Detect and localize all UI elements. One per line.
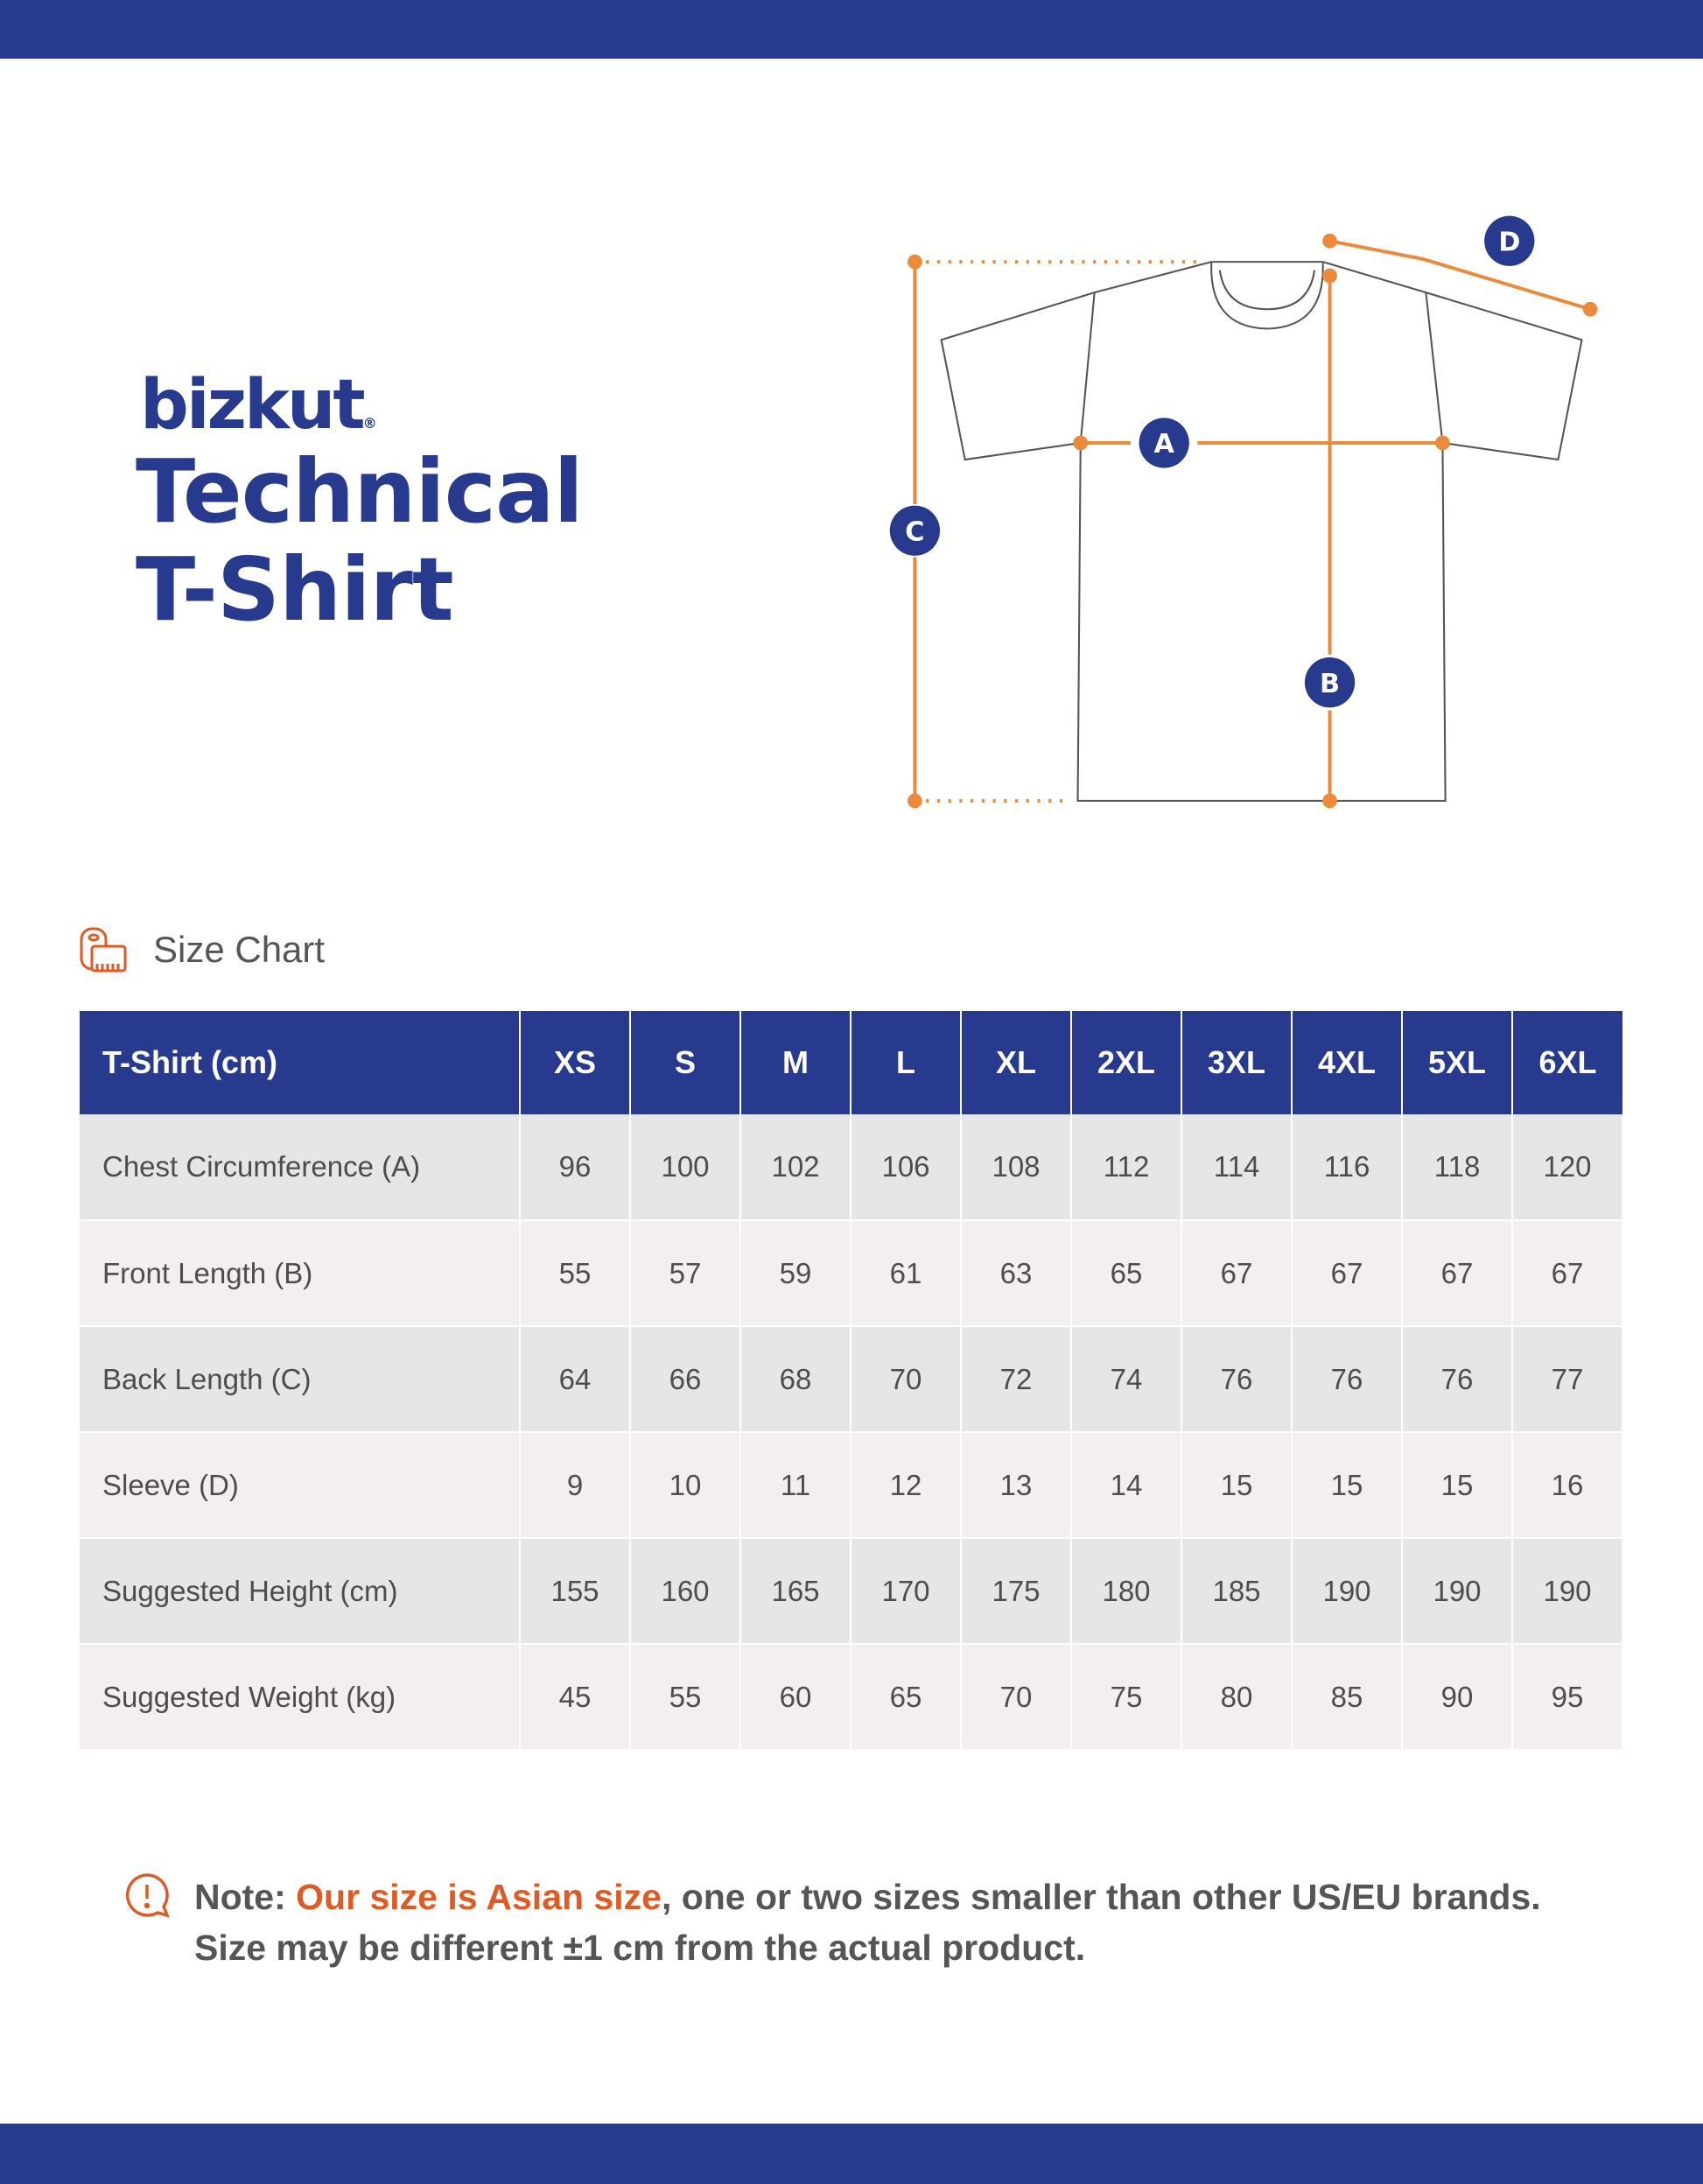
size-header: 6XL	[1512, 1011, 1622, 1114]
table-cell: 67	[1181, 1220, 1292, 1326]
label-d: D	[1498, 227, 1521, 258]
row-label: Chest Circumference (A)	[80, 1114, 520, 1220]
size-header: S	[630, 1011, 740, 1114]
table-cell: 67	[1512, 1220, 1622, 1326]
row-label: Sleeve (D)	[80, 1432, 520, 1538]
note-rest: , one or two sizes smaller than other US/EU brands.	[661, 1877, 1541, 1917]
table-cell: 185	[1181, 1538, 1292, 1644]
table-row	[80, 1220, 1622, 1326]
table-cell: 9	[520, 1432, 630, 1538]
table-cell: 15	[1402, 1432, 1512, 1538]
table-cell: 108	[961, 1114, 1071, 1220]
table-cell: 155	[520, 1538, 630, 1644]
table-cell: 106	[851, 1114, 961, 1220]
table-cell: 14	[1071, 1432, 1181, 1538]
table-row	[80, 1326, 1622, 1432]
table-cell: 70	[961, 1644, 1071, 1750]
page-title-line2: T-Shirt	[136, 538, 453, 641]
size-note	[123, 1871, 1541, 1973]
table-cell: 67	[1402, 1220, 1512, 1326]
size-header: 2XL	[1071, 1011, 1181, 1114]
table-cell: 15	[1292, 1432, 1402, 1538]
note-line1	[194, 1871, 1541, 1922]
table-cell: 76	[1402, 1326, 1512, 1432]
table-cell: 116	[1292, 1114, 1402, 1220]
tshirt-measurement-diagram	[0, 0, 1703, 875]
table-cell: 190	[1512, 1538, 1622, 1644]
label-b: B	[1320, 668, 1341, 699]
table-cell: 190	[1402, 1538, 1512, 1644]
alert-speech-icon	[123, 1871, 172, 1921]
table-cell: 60	[740, 1644, 851, 1750]
table-cell: 80	[1181, 1644, 1292, 1750]
table-cell: 12	[851, 1432, 961, 1538]
size-header: M	[740, 1011, 851, 1114]
table-row	[80, 1432, 1622, 1538]
page-title-line1: Technical	[136, 440, 583, 543]
table-cell: 63	[961, 1220, 1071, 1326]
measurement-lines	[909, 235, 1595, 806]
table-cell: 118	[1402, 1114, 1512, 1220]
size-header: 4XL	[1292, 1011, 1402, 1114]
row-label: Back Length (C)	[80, 1326, 520, 1432]
row-label: Front Length (B)	[80, 1220, 520, 1326]
table-cell: 85	[1292, 1644, 1402, 1750]
size-header: XL	[961, 1011, 1071, 1114]
size-header: 3XL	[1181, 1011, 1292, 1114]
table-cell: 120	[1512, 1114, 1622, 1220]
size-header: L	[851, 1011, 961, 1114]
size-chart-table	[80, 1011, 1623, 1751]
size-header: 5XL	[1402, 1011, 1512, 1114]
table-cell: 77	[1512, 1326, 1622, 1432]
table-cell: 76	[1292, 1326, 1402, 1432]
table-cell: 57	[630, 1220, 740, 1326]
table-cell: 64	[520, 1326, 630, 1432]
table-header-row	[80, 1011, 1622, 1114]
note-line2: Size may be different ±1 cm from the actual product.	[194, 1928, 1086, 1968]
table-cell: 190	[1292, 1538, 1402, 1644]
table-cell: 74	[1071, 1326, 1181, 1432]
table-row	[80, 1538, 1622, 1644]
table-cell: 95	[1512, 1644, 1622, 1750]
table-cell: 11	[740, 1432, 851, 1538]
table-cell: 76	[1181, 1326, 1292, 1432]
size-header: XS	[520, 1011, 630, 1114]
table-cell: 100	[630, 1114, 740, 1220]
label-c: C	[905, 516, 925, 548]
label-a: A	[1153, 429, 1174, 460]
measuring-tape-icon	[80, 925, 127, 974]
table-cell: 72	[961, 1326, 1071, 1432]
table-cell: 112	[1071, 1114, 1181, 1220]
brand-name: bizkut	[140, 366, 363, 445]
table-cell: 180	[1071, 1538, 1181, 1644]
table-cell: 75	[1071, 1644, 1181, 1750]
row-label: Suggested Height (cm)	[80, 1538, 520, 1644]
tshirt-outline	[942, 262, 1582, 801]
bottom-banner	[0, 2124, 1703, 2184]
table-cell: 15	[1181, 1432, 1292, 1538]
table-cell: 66	[630, 1326, 740, 1432]
table-cell: 114	[1181, 1114, 1292, 1220]
table-cell: 68	[740, 1326, 851, 1432]
table-cell: 55	[630, 1644, 740, 1750]
table-cell: 102	[740, 1114, 851, 1220]
row-label: Suggested Weight (kg)	[80, 1644, 520, 1750]
table-cell: 55	[520, 1220, 630, 1326]
table-cell: 45	[520, 1644, 630, 1750]
table-cell: 10	[630, 1432, 740, 1538]
table-row	[80, 1644, 1622, 1750]
table-cell: 65	[1071, 1220, 1181, 1326]
note-highlight: Our size is Asian size	[296, 1877, 662, 1917]
table-corner-header: T-Shirt (cm)	[80, 1011, 520, 1114]
size-chart-heading	[80, 925, 325, 974]
table-cell: 175	[961, 1538, 1071, 1644]
table-cell: 65	[851, 1644, 961, 1750]
table-cell: 90	[1402, 1644, 1512, 1750]
table-cell: 16	[1512, 1432, 1622, 1538]
table-cell: 70	[851, 1326, 961, 1432]
table-cell: 165	[740, 1538, 851, 1644]
table-row	[80, 1114, 1622, 1220]
table-cell: 59	[740, 1220, 851, 1326]
table-cell: 170	[851, 1538, 961, 1644]
table-cell: 13	[961, 1432, 1071, 1538]
table-cell: 61	[851, 1220, 961, 1326]
size-chart-title: Size Chart	[153, 929, 326, 970]
table-cell: 96	[520, 1114, 630, 1220]
brand-logo: bizkut®	[140, 366, 377, 445]
note-prefix: Note:	[194, 1877, 297, 1917]
table-cell: 160	[630, 1538, 740, 1644]
table-cell: 67	[1292, 1220, 1402, 1326]
